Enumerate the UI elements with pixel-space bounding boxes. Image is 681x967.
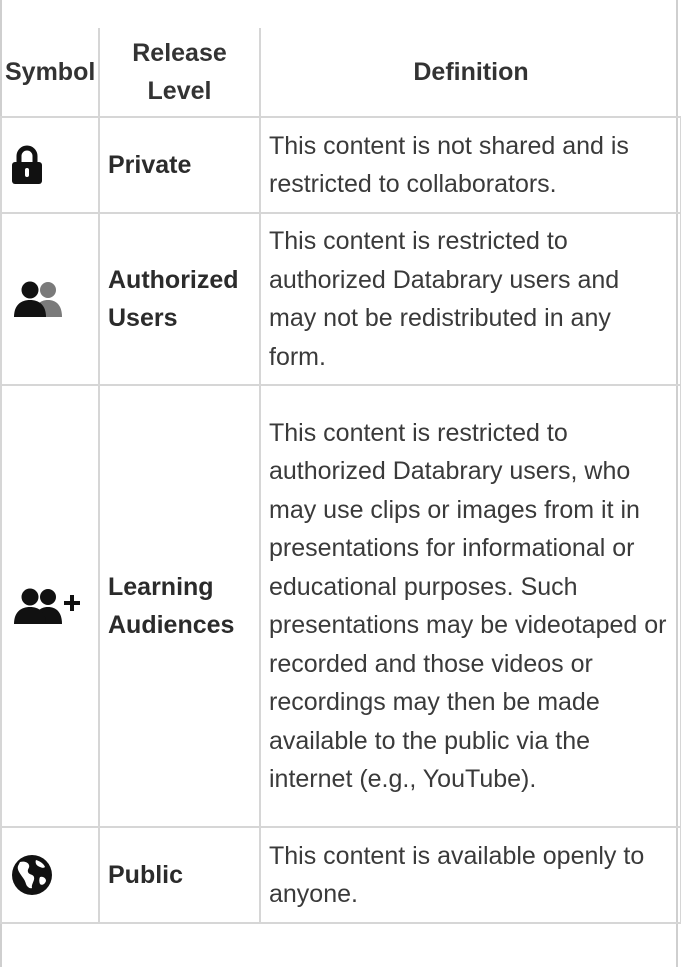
definition: This content is not shared and is restricted to collaborators. [260,117,681,213]
header-definition: Definition [260,28,681,117]
table-row [1,385,681,827]
globe-icon [10,853,90,897]
release-levels-table [0,28,681,924]
symbol-cell [1,117,99,213]
symbol-cell [1,827,99,923]
release-level: Public [99,827,260,923]
definition: This content is available openly to anyone. [260,827,681,923]
header-symbol: Symbol [1,28,99,117]
definition: This content is restricted to authorized Databrary users, who may use clips or images from it in presentations for informational or educational purposes. Such presentations may be videotaped or recorded and those videos or recordings may then be made available to the public via the internet (e.g., YouTube). [260,385,681,827]
release-level: Private [99,117,260,213]
table-row [1,117,681,213]
table-header [1,28,681,117]
symbol-cell [1,213,99,385]
lock-icon [10,145,90,185]
users-plus-icon [10,588,90,624]
release-level: Authorized Users [99,213,260,385]
release-level: Learning Audiences [99,385,260,827]
symbol-cell [1,385,99,827]
table-row [1,213,681,385]
header-release-level: Release Level [99,28,260,117]
table-row [1,827,681,923]
definition: This content is restricted to authorized Databrary users and may not be redistributed in any form. [260,213,681,385]
users-icon [10,281,90,317]
